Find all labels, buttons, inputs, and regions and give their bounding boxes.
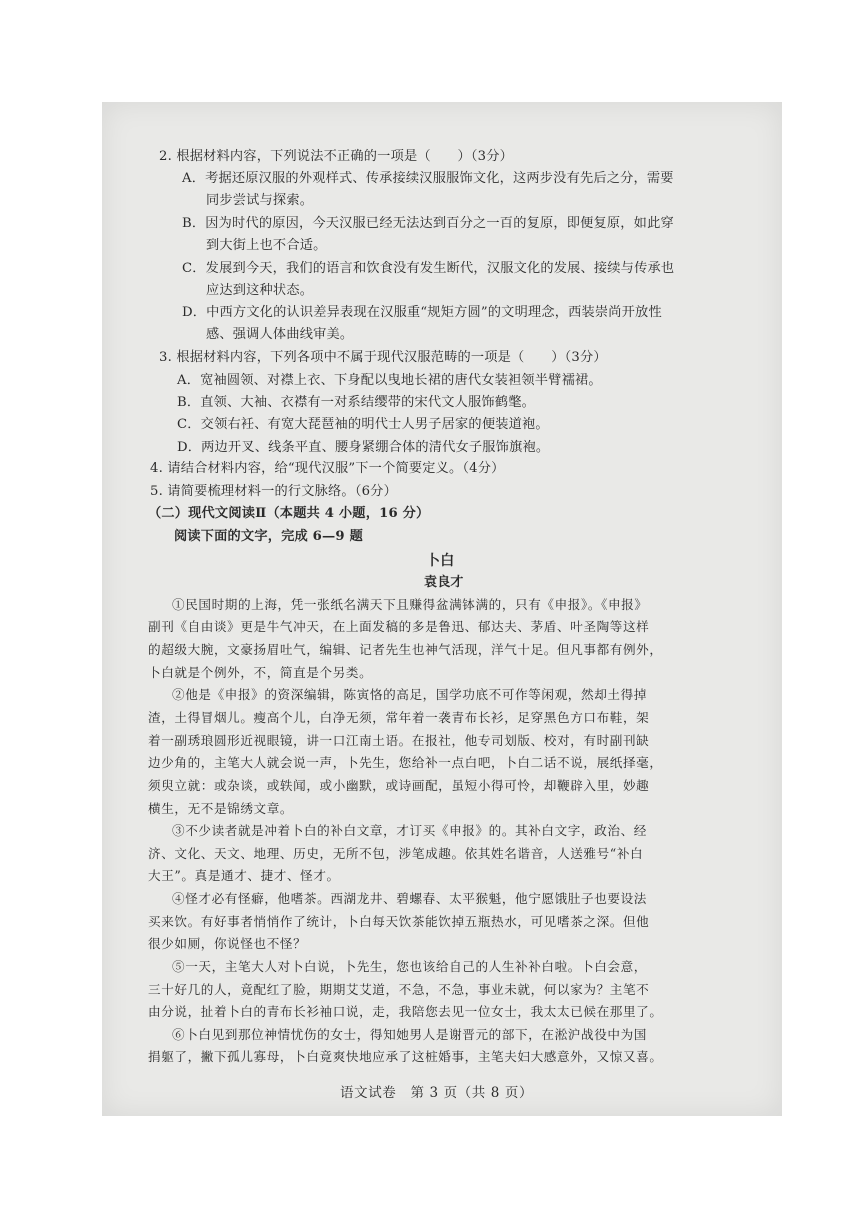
story-line: ⑤一天，主笔大人对卜白说，卜先生，您也该给自己的人生补补白啦。卜白会意， [172,959,647,974]
question-3-option-a: A．宽袖圆领、对襟上衣、下身配以曳地长裙的唐代女装袒领半臂襦裙。 [177,373,602,388]
question-3-option-b: B．直领、大袖、衣襟有一对系结缨带的宋代文人服饰鹤氅。 [177,395,535,410]
story-line: 由分说，扯着卜白的青布长衫袖口说，走，我陪您去见一位女士，我太太已候在那里了。 [148,1004,663,1019]
story-line: 边少角的，主笔大人就会说一声，卜先生，您给补一点白吧，卜白二话不说，展纸择毫， [148,755,663,770]
story-line: ③不少读者就是冲着卜白的补白文章，才订买《申报》的。其补白文字，政治、经 [172,823,647,838]
story-line: 横生，无不是锦绣文章。 [148,801,294,816]
story-author: 袁良才 [424,575,464,590]
story-line: 须臾立就：或杂谈，或轶闻，或小幽默，或诗画配，虽短小得可怜，却鞭辟入里，妙趣 [148,778,650,793]
story-line: 卜白就是个例外，不，简直是个另类。 [148,665,373,680]
story-line: 副刊《自由谈》更是牛气冲天，在上面发稿的多是鲁迅、郁达夫、茅盾、叶圣陶等这样 [148,619,650,634]
story-line: 着一副琇琅圆形近视眼镜，讲一口江南土语。在报社，他专司划版、校对，有时副刊缺 [148,733,650,748]
story-line: 渣，土得冒烟儿。瘦高个儿，白净无须，常年着一袭青布长衫，足穿黑色方口布鞋，架 [148,710,650,725]
question-2-option-a: A．考据还原汉服的外观样式、传承接续汉服服饰文化，这两步没有先后之分，需要 [182,171,674,186]
question-2-option-b-cont: 到大街上也不合适。 [206,238,327,253]
question-3-option-d: D．两边开叉、线条平直、腰身紧绷合体的清代女子服饰旗袍。 [177,440,550,455]
question-3-option-c: C．交领右衽、有宽大琵琶袖的明代士人男子居家的便装道袍。 [177,417,549,432]
question-2-option-d-cont: 感、强调人体曲线审美。 [206,327,354,342]
story-line: ⑥卜白见到那位神情忧伤的女士，得知她男人是谢晋元的部下，在淞沪战役中为国 [172,1027,647,1042]
question-4: 4. 请结合材料内容，给“现代汉服”下一个简要定义。（4分） [150,461,505,476]
question-3-stem: 3. 根据材料内容，下列各项中不属于现代汉服范畴的一项是（ ）（3分） [159,350,607,365]
story-line: 捐躯了，撇下孤儿寡母，卜白竟爽快地应承了这桩婚事，主笔夫妇大感意外，又惊又喜。 [148,1049,663,1064]
story-line: 很少如厕，你说怪也不怪？ [148,936,307,951]
story-line: 大王”。真是通才、捷才、怪才。 [148,868,340,883]
story-line: 买来饮。有好事者悄悄作了统计，卜白每天饮茶能饮掉五瓶热水，可见嗜茶之深。但他 [148,914,650,929]
section-instruction: 阅读下面的文字，完成 6—9 题 [174,529,363,544]
question-2-option-c: C．发展到今天，我们的语言和饮食没有发生断代，汉服文化的发展、接续与传承也 [182,261,675,276]
section-heading: （二）现代文阅读Ⅱ（本题共 4 小题，16 分） [148,506,430,521]
exam-page [102,102,782,1116]
question-5: 5. 请简要梳理材料一的行文脉络。（6分） [150,484,397,499]
story-line: 的超级大腕，文豪扬眉吐气，编辑、记者先生也神气活现，洋气十足。但凡事都有例外， [148,642,663,657]
page-footer: 语文试卷 第 3 页（共 8 页） [340,1085,534,1101]
story-line: ④怪才必有怪癖，他嗜茶。西湖龙井、碧螺春、太平猴魁，他宁愿饿肚子也要设法 [172,891,647,906]
story-line: ②他是《申报》的资深编辑，陈寅恪的高足，国学功底不可作等闲观，然却土得掉 [172,687,647,702]
question-2-option-c-cont: 应达到这种状态。 [206,283,314,298]
question-2-option-d: D．中西方文化的认识差异表现在汉服重“规矩方圆”的文明理念，西装崇尚开放性 [182,305,662,320]
story-line: 三十好几的人，竟配红了脸，期期艾艾道，不急，不急，事业未就，何以家为？主笔不 [148,982,650,997]
story-line: ①民国时期的上海，凭一张纸名满天下且赚得盆满钵满的，只有《申报》。《申报》 [172,597,648,612]
question-2-option-b: B．因为时代的原因，今天汉服已经无法达到百分之一百的复原，即便复原，如此穿 [182,216,674,231]
question-2-stem: 2. 根据材料内容，下列说法不正确的一项是（ ）（3分） [159,149,514,164]
story-line: 济、文化、天文、地理、历史，无所不包，涉笔成趣。依其姓名谐音，人送雅号“补白 [148,846,644,861]
story-title: 卜白 [426,553,455,569]
question-2-option-a-cont: 同步尝试与探索。 [206,193,314,208]
